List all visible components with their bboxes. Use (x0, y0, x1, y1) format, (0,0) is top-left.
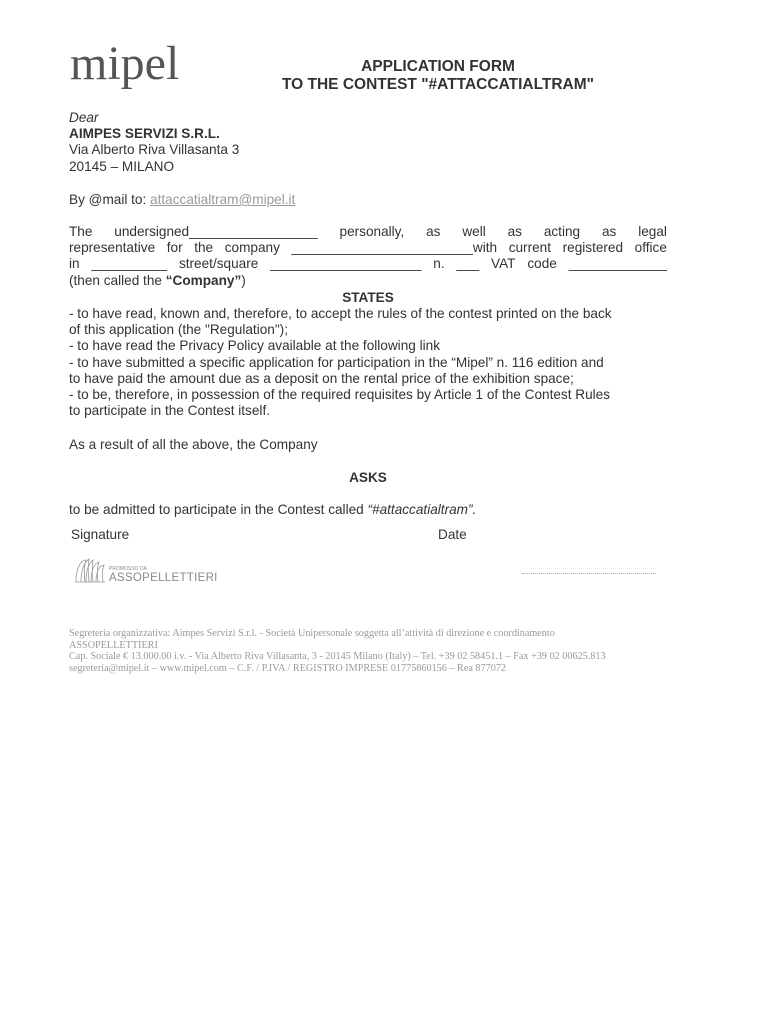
word: as (507, 224, 522, 239)
signature-label: Signature (71, 527, 130, 542)
word: the (194, 240, 214, 256)
assopellettieri-logo (73, 556, 218, 584)
declaration-paragraph (69, 224, 667, 289)
bymail-line (69, 192, 667, 208)
footer-line: Cap. Sociale € 13.000.00 i.v. - Via Alberto Riva Villasanta, 3 - 20145 Milano (Italy) – Tel. +39 02 58451.1 – Fax +39 02 00625.813 (69, 651, 606, 663)
recipient-address (69, 110, 667, 175)
word: legal (638, 224, 667, 239)
form-title-line-1: APPLICATION FORM (361, 58, 515, 75)
assoc-promoted-by: PROMOSSO DA (109, 566, 147, 572)
word: as (426, 224, 441, 239)
signature-line[interactable] (522, 573, 656, 574)
footer-line: Segreteria organizzativa: Aimpes Servizi S.r.l. - Società Unipersonale soggetta all’attività di direzione e coordinamento (69, 628, 555, 639)
states-list (69, 306, 667, 419)
word: well (462, 224, 486, 239)
contest-email-link[interactable]: attaccatialtram@mipel.it (150, 192, 296, 207)
contest-name: “#attaccatialtram”. (367, 502, 477, 517)
undersigned-blank[interactable]: undersigned_________________ (114, 224, 318, 239)
footer (69, 628, 669, 674)
declaration-line-4 (69, 273, 667, 289)
word: code (527, 256, 557, 272)
states-line: to participate in the Contest itself. (69, 403, 270, 419)
admission-text: to be admitted to participate in the Contest called (69, 502, 368, 517)
states-line: - to have read, known and, therefore, to accept the rules of the contest printed on the back (69, 306, 612, 321)
form-title-line-2: TO THE CONTEST "#ATTACCATIALTRAM" (281, 76, 595, 93)
street-blank[interactable]: ____________________ (270, 256, 422, 272)
salutation: Dear (69, 110, 99, 125)
word: (then called the (69, 272, 166, 288)
word: as (601, 224, 617, 239)
states-line: of this application (the "Regulation"); (69, 322, 288, 338)
recipient-street: Via Alberto Riva Villasanta 3 (69, 142, 240, 158)
footer-line: ASSOPELLETTIERI (69, 639, 158, 651)
company-term: “Company” (165, 272, 242, 288)
declaration-line-1 (69, 224, 667, 240)
word: representative (69, 240, 156, 256)
company-blank[interactable]: ________________________with (291, 240, 498, 256)
city-blank[interactable]: __________ (91, 256, 168, 272)
states-line: - to be, therefore, in possession of the required requisites by Article 1 of the Contest Rules (69, 387, 611, 403)
recipient-company: AIMPES SERVIZI S.R.L. (69, 126, 220, 142)
number-blank[interactable]: ___ (456, 256, 480, 272)
word: VAT (491, 256, 516, 272)
footer-line: segreteria@mipel.it – www.mipel.com – C.F. / P.IVA / REGISTRO IMPRESE 01775860156 – Rea 877072 (69, 662, 506, 674)
states-line: to have paid the amount due as a deposit on the rental price of the exhibition space; (69, 370, 574, 386)
word: registered (562, 240, 624, 256)
word: for (166, 240, 183, 256)
word: The (69, 224, 93, 239)
admission-request (69, 502, 667, 518)
word: ) (241, 272, 246, 288)
mipel-logo: mipel (70, 37, 180, 90)
states-line: - to have submitted a specific application for participation in the “Mipel” n. 116 edition and (69, 354, 604, 370)
assopellettieri-emblem-icon (73, 556, 107, 584)
word: office (634, 240, 667, 256)
word: n. (433, 256, 445, 272)
word: company (224, 240, 280, 256)
recipient-city: 20145 – MILANO (69, 158, 175, 174)
declaration-line-2 (69, 240, 667, 256)
word: personally, (339, 224, 405, 239)
result-text: As a result of all the above, the Company (69, 437, 318, 452)
declaration-line-3 (69, 256, 667, 272)
vat-code-blank[interactable]: _____________ (568, 256, 667, 272)
states-line: - to have read the Privacy Policy available at the following link (69, 338, 441, 354)
asks-heading: ASKS (349, 470, 387, 485)
bymail-label: By @mail to: (69, 192, 147, 207)
form-title (258, 58, 618, 94)
states-heading: STATES (342, 290, 394, 305)
date-label: Date (438, 527, 467, 542)
assoc-name: ASSOPELLETTIERI (109, 572, 218, 584)
word: street/square (178, 256, 259, 272)
word: acting (543, 224, 581, 239)
word: current (508, 240, 552, 256)
word: in (69, 256, 80, 272)
